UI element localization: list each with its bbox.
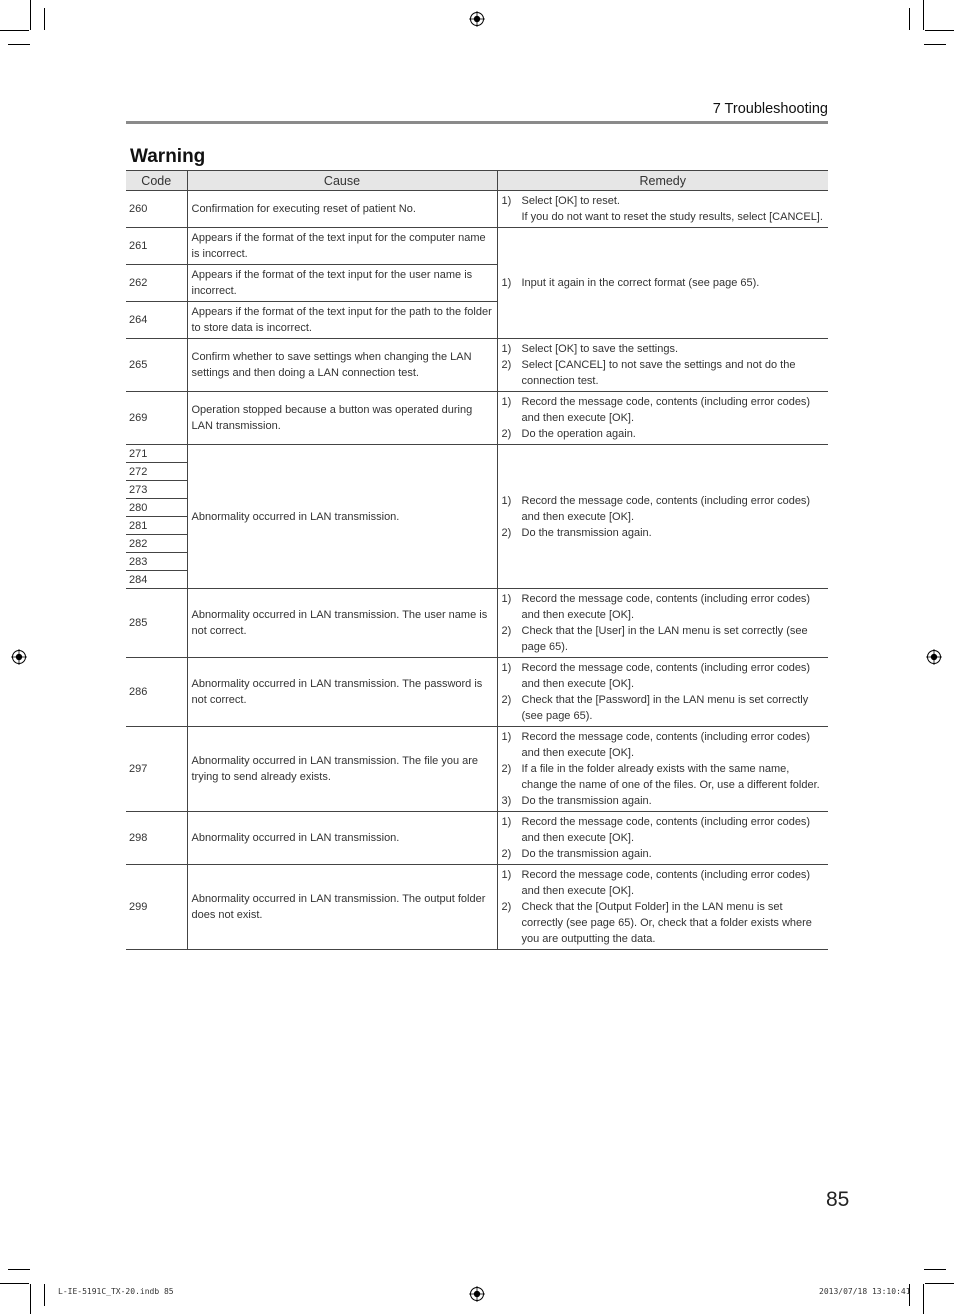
step-number: 1) [501,277,512,289]
step-number: 1) [501,869,512,881]
cause-cell: Confirm whether to save settings when changing the LAN settings and then doing a LAN connection test. [187,339,497,392]
step-number: 3) [501,795,512,807]
step-text: Select [OK] to save the settings. [521,343,679,355]
step-text: Record the message code, contents (including error codes) and then execute [OK]. [521,816,811,844]
table-row [126,727,828,812]
remedy-step [502,591,826,623]
crop-mark [909,8,910,30]
remedy-cell [497,392,828,445]
step-text: Check that the [User] in the LAN menu is set correctly (see page 65). [521,625,808,653]
crop-mark [923,0,924,30]
cause-cell: Operation stopped because a button was operated during LAN transmission. [187,392,497,445]
step-text: If you do not want to reset the study results, select [CANCEL]. [521,211,823,223]
step-number: 2) [501,763,512,775]
page-title: Warning [130,146,206,167]
section-header: 7 Troubleshooting [712,101,828,117]
remedy-step [502,426,826,442]
step-number: 1) [501,593,512,605]
table-row [126,191,828,228]
step-text: Record the message code, contents (including error codes) and then execute [OK]. [521,662,811,690]
step-text: Do the transmission again. [521,526,652,539]
section-rule [126,121,828,124]
column-header-cause: Cause [187,171,497,191]
remedy-step [502,899,826,947]
table-row [126,228,828,265]
cause-cell: Abnormality occurred in LAN transmission. [187,445,497,589]
column-header-remedy: Remedy [497,171,828,191]
crop-mark [923,1284,924,1314]
crop-mark [8,44,30,45]
code-cell: 262 [126,265,187,302]
crop-mark [44,8,45,30]
page-number: 85 [826,1188,850,1211]
remedy-step [502,209,826,225]
step-number: 1) [501,662,512,674]
table-row [126,812,828,865]
remedy-step [502,525,826,541]
step-text: Check that the [Password] in the LAN menu is set correctly (see page 65). [521,694,809,722]
step-number: 2) [501,428,512,440]
table-body [126,191,828,950]
remedy-cell [497,191,828,228]
code-cell: 273 [126,481,187,499]
step-text: Select [CANCEL] to not save the settings and not do the connection test. [521,359,796,387]
table-row [126,339,828,392]
step-text: Record the message code, contents (including error codes) and then execute [OK]. [521,593,811,621]
step-text: Record the message code, contents (including error codes) and then execute [OK]. [521,869,811,897]
cause-cell: Appears if the format of the text input for the computer name is incorrect. [187,228,497,265]
crop-mark [30,1284,31,1314]
warning-table [126,170,828,950]
remedy-cell [497,865,828,950]
remedy-step [502,692,826,724]
cause-cell: Abnormality occurred in LAN transmission. [187,812,497,865]
remedy-cell [497,812,828,865]
step-number: 2) [501,848,512,860]
remedy-step [502,729,826,761]
crop-mark [0,1283,29,1284]
crop-mark [925,30,954,31]
code-cell: 260 [126,191,187,228]
step-text: Record the message code, contents (including error codes) and then execute [OK]. [521,396,811,424]
column-header-code: Code [126,171,187,191]
table-row [126,865,828,950]
table-row [126,445,828,463]
cause-cell: Abnormality occurred in LAN transmission. The output folder does not exist. [187,865,497,950]
cause-cell: Confirmation for executing reset of patient No. [187,191,497,228]
crop-mark [8,1269,30,1270]
step-number: 1) [501,494,512,507]
remedy-step [502,814,826,846]
remedy-step [502,660,826,692]
remedy-step [502,275,826,291]
step-number: 1) [501,731,512,743]
remedy-step [502,793,826,809]
cause-cell: Abnormality occurred in LAN transmission. The file you are trying to send already exists. [187,727,497,812]
crop-mark [924,44,946,45]
crop-mark [44,1284,45,1306]
crop-mark [924,1269,946,1270]
table-row [126,392,828,445]
footer-file-slug: L-IE-5191C_TX-20.indb 85 [58,1287,174,1296]
table-row [126,658,828,727]
code-cell: 271 [126,445,187,463]
step-text: Record the message code, contents (including error codes) and then execute [OK]. [521,494,811,523]
step-text: Do the operation again. [521,428,636,440]
step-text: Select [OK] to reset. [521,195,620,207]
cause-cell: Appears if the format of the text input for the path to the folder to store data is incorrect. [187,302,497,339]
step-number: 1) [501,816,512,828]
step-number: 1) [501,396,512,408]
remedy-cell [497,445,828,589]
cause-cell: Abnormality occurred in LAN transmission. The user name is not correct. [187,589,497,658]
table-row [126,589,828,658]
code-cell: 299 [126,865,187,950]
remedy-step [502,623,826,655]
remedy-step [502,493,826,525]
code-cell: 272 [126,463,187,481]
remedy-step [502,846,826,862]
code-cell: 269 [126,392,187,445]
crop-mark [30,0,31,30]
cause-cell: Abnormality occurred in LAN transmission. The password is not correct. [187,658,497,727]
step-number: 2) [501,526,512,539]
step-number: 2) [501,625,512,637]
code-cell: 297 [126,727,187,812]
remedy-step [502,394,826,426]
remedy-step [502,761,826,793]
step-number: 1) [501,195,512,207]
code-cell: 283 [126,553,187,571]
step-number: 2) [501,901,512,913]
code-cell: 298 [126,812,187,865]
remedy-cell [497,228,828,339]
code-cell: 261 [126,228,187,265]
cause-cell: Appears if the format of the text input for the user name is incorrect. [187,265,497,302]
registration-mark-icon [11,649,27,665]
remedy-step [502,193,826,209]
remedy-cell [497,658,828,727]
step-text: Do the transmission again. [521,848,652,860]
step-number: 2) [501,694,512,706]
code-cell: 284 [126,571,187,589]
code-cell: 285 [126,589,187,658]
step-text: Input it again in the correct format (see page 65). [521,277,760,289]
step-number [502,209,522,225]
step-text: Record the message code, contents (including error codes) and then execute [OK]. [521,731,811,759]
crop-mark [925,1283,954,1284]
code-cell: 280 [126,499,187,517]
code-cell: 286 [126,658,187,727]
step-text: Do the transmission again. [521,795,652,807]
registration-mark-icon [926,649,942,665]
remedy-cell [497,339,828,392]
code-cell: 281 [126,517,187,535]
step-text: If a file in the folder already exists with the same name, change the name of one of the files. Or, use a different folder. [521,763,820,791]
registration-mark-icon [469,11,485,27]
remedy-step [502,341,826,357]
crop-mark [0,30,29,31]
remedy-step [502,867,826,899]
registration-mark-icon [469,1286,485,1302]
step-text: Check that the [Output Folder] in the LAN menu is set correctly (see page 65). Or, check that a folder exists where you are outputting the data. [521,901,812,945]
remedy-cell [497,589,828,658]
remedy-cell [497,727,828,812]
step-number: 2) [501,359,512,371]
footer-timestamp: 2013/07/18 13:10:41 [819,1287,911,1296]
code-cell: 264 [126,302,187,339]
code-cell: 282 [126,535,187,553]
code-cell: 265 [126,339,187,392]
remedy-step [502,357,826,389]
step-number: 1) [501,343,512,355]
